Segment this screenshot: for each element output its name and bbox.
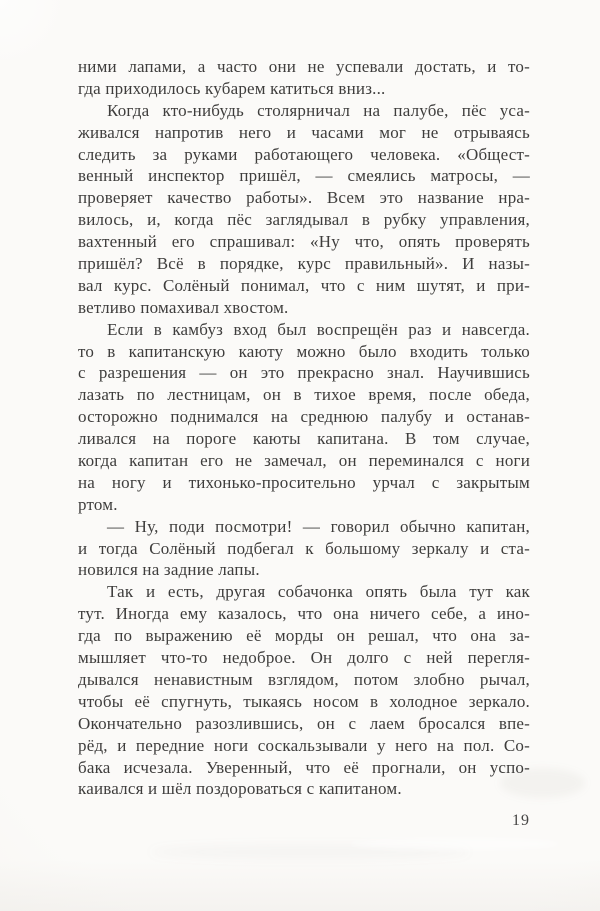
text-line: вал курс. Солёный понимал, что с ним шутят, и при- bbox=[78, 275, 530, 295]
text-line: проверяет качество работы». Всем это название нра- bbox=[78, 188, 530, 208]
text-line: венный инспектор пришёл, — смеялись матросы, — bbox=[78, 166, 530, 186]
text-line: гда приходилось кубарем катиться вниз... bbox=[78, 78, 386, 98]
text-line: вахтенный его спрашивал: «Ну что, опять проверять bbox=[78, 232, 530, 252]
text-line: лазать по лестницам, он в тихое время, после обеда, bbox=[78, 385, 530, 405]
text-line: Когда кто-нибудь столярничал на палубе, пёс уса- bbox=[107, 100, 530, 120]
scan-artifact bbox=[150, 845, 470, 859]
scan-artifact bbox=[0, 860, 600, 911]
text-line: ливался на пороге каюты капитана. В том случае, bbox=[78, 429, 530, 449]
text-line: тут. Иногда ему казалось, что она ничего себе, а ино- bbox=[78, 604, 530, 624]
text-line: чтобы её спугнуть, тыкаясь носом в холодное зеркало. bbox=[78, 691, 530, 711]
text-line: на ногу и тихонько-просительно урчал с закрытым bbox=[78, 472, 530, 492]
text-line: и тогда Солёный подбегал к большому зеркалу и ста- bbox=[78, 538, 530, 558]
text-line: когда капитан его не замечал, он переминался с ноги bbox=[78, 451, 530, 471]
page-number: 19 bbox=[512, 812, 530, 829]
text-line: Если в камбуз вход был воспрещён раз и навсегда. bbox=[107, 319, 530, 339]
text-line: с разрешения — он это прекрасно знал. Научившись bbox=[78, 363, 530, 383]
text-line: бака исчезала. Уверенный, что её прогнали, он успо- bbox=[78, 757, 530, 777]
scan-artifact bbox=[350, 838, 560, 850]
text-line: каивался и шёл поздороваться с капитаном. bbox=[78, 779, 402, 799]
text-line: вилось, и, когда пёс заглядывал в рубку управления, bbox=[78, 210, 530, 230]
text-line: дывался ненавистным взглядом, потом злобно рычал, bbox=[78, 669, 530, 689]
text-line: — Ну, поди посмотри! — говорил обычно капитан, bbox=[107, 516, 530, 536]
text-line: следить за руками работающего человека. «Общест- bbox=[78, 144, 530, 164]
text-line: рёд, и передние ноги соскальзывали у него на пол. Со- bbox=[78, 735, 530, 755]
text-line: ртом. bbox=[78, 494, 118, 514]
text-line: то в капитанскую каюту можно было входить только bbox=[78, 341, 530, 361]
body-text bbox=[78, 56, 530, 800]
text-line: новился на задние лапы. bbox=[78, 560, 260, 580]
text-line: гда по выражению её морды он решал, что она за- bbox=[78, 626, 530, 646]
scan-artifact bbox=[0, 0, 70, 70]
text-line: ветливо помахивал хвостом. bbox=[78, 297, 289, 317]
text-line: пришёл? Всё в порядке, курс правильный». И назы- bbox=[78, 254, 530, 274]
text-line: мышляет что-то недоброе. Он долго с ней перегля- bbox=[78, 648, 530, 668]
text-line: Так и есть, другая собачонка опять была тут как bbox=[107, 582, 530, 602]
text-line: осторожно поднимался на среднюю палубу и останав- bbox=[78, 407, 530, 427]
text-line: Окончательно разозлившись, он с лаем бросался впе- bbox=[78, 713, 530, 733]
text-line: ними лапами, а часто они не успевали достать, и то- bbox=[78, 57, 530, 76]
text-line: живался напротив него и часами мог не отрываясь bbox=[78, 122, 530, 142]
